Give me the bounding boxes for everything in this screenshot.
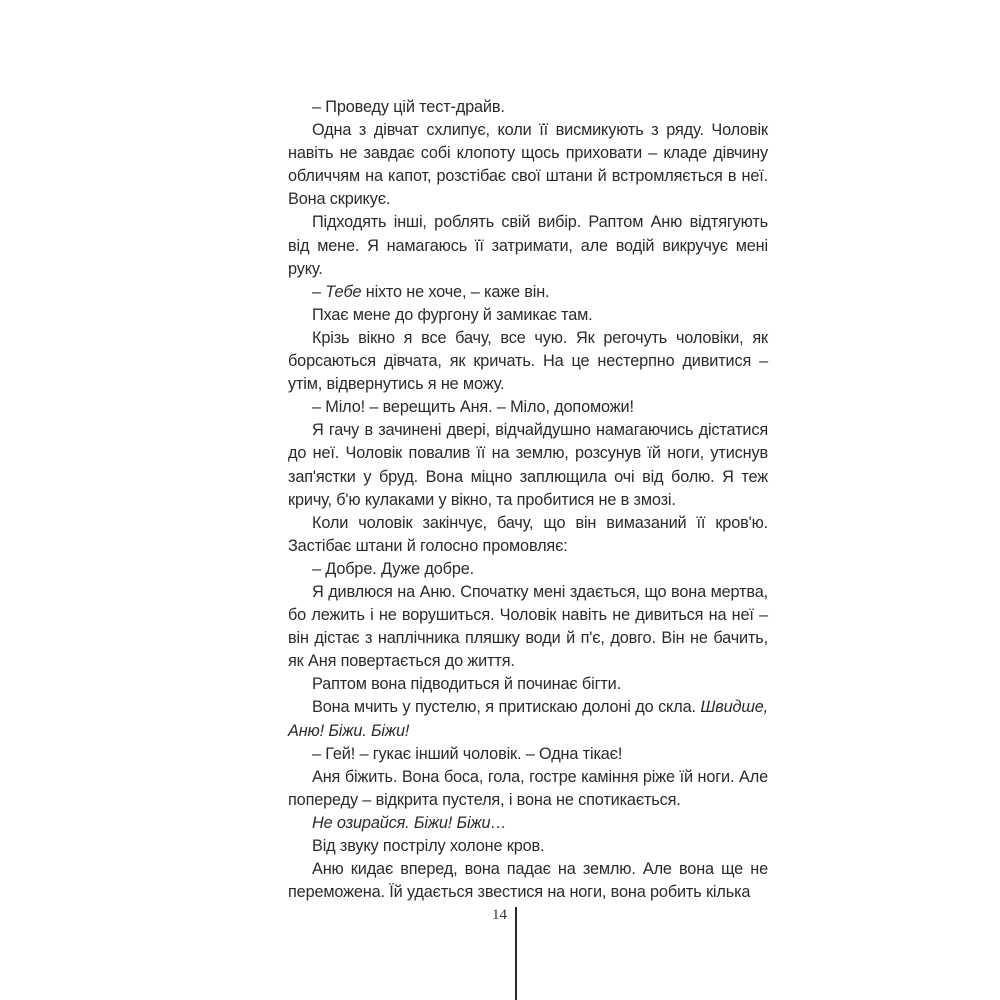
text-run: Коли чоловік закінчує, бачу, що він вимазаний її кров'ю. Застібає штани й голосно промовляє: bbox=[288, 513, 768, 555]
paragraph bbox=[288, 558, 768, 581]
text-run: Пхає мене до фургону й замикає там. bbox=[312, 305, 593, 324]
italic-text: Не озирайся. Біжи! Біжи… bbox=[312, 813, 507, 832]
text-run: – Гей! – гукає інший чоловік. – Одна тікає! bbox=[312, 744, 623, 763]
paragraph bbox=[288, 396, 768, 419]
page-body-text bbox=[288, 96, 768, 904]
paragraph bbox=[288, 281, 768, 304]
paragraph bbox=[288, 696, 768, 742]
paragraph bbox=[288, 419, 768, 511]
text-run: Одна з дівчат схлипує, коли її висмикують з ряду. Чоловік навіть не завдає собі клопоту щось приховати – кладе дівчину обличчям на капот, розстібає свої штани й встромляється в неї. Вона скрикує. bbox=[288, 121, 768, 209]
page-number: 14 bbox=[492, 907, 507, 923]
paragraph bbox=[288, 766, 768, 812]
text-run: – Міло! – верещить Аня. – Міло, допоможи! bbox=[312, 398, 634, 417]
text-run: – bbox=[312, 282, 326, 301]
text-run: Підходять інші, роблять свій вибір. Раптом Аню відтягують від мене. Я намагаюсь її затримати, але водій викручує мені руку. bbox=[288, 213, 768, 278]
paragraph bbox=[288, 743, 768, 766]
paragraph bbox=[288, 96, 768, 119]
paragraph bbox=[288, 304, 768, 327]
text-run: Раптом вона підводиться й починає бігти. bbox=[312, 675, 621, 694]
paragraph bbox=[288, 211, 768, 280]
text-run: Крізь вікно я все бачу, все чую. Як регочуть чоловіки, як борсаються дівчата, як кричать. На це нестерпно дивитися – утім, відвернутись я не можу. bbox=[288, 328, 768, 394]
paragraph bbox=[288, 512, 768, 558]
text-run: – Добре. Дуже добре. bbox=[312, 559, 475, 578]
text-run: ніхто не хоче, – каже він. bbox=[361, 282, 550, 301]
text-run: Від звуку пострілу холоне кров. bbox=[312, 837, 545, 855]
paragraph bbox=[288, 835, 768, 858]
text-run: Я дивлюся на Аню. Спочатку мені здається, що вона мертва, бо лежить і не ворушиться. Чоловік навіть не дивиться на неї – він дістає з наплічника пляшку води й п'є, довго. Він не бачить, як Аня повертається до життя. bbox=[288, 582, 768, 671]
text-run: Вона мчить у пустелю, я притискаю долоні до скла. bbox=[312, 698, 701, 717]
text-run: Я гачу в зачинені двері, відчайдушно намагаючись дістатися до неї. Чоловік повалив її на землю, розсунув їй ноги, утиснув зап'ястки у бруд. Вона міцно заплющила очі від болю. Я теж кричу, б'ю кулаками у вікно, та пробитися не в змозі. bbox=[288, 421, 768, 509]
italic-text: Тебе bbox=[325, 282, 362, 301]
text-run: Аня біжить. Вона боса, гола, гостре каміння ріже їй ноги. Але попереду – відкрита пустеля, і вона не спотикається. bbox=[288, 767, 768, 809]
page-number-rule bbox=[515, 907, 517, 1000]
text-run: – Проведу цій тест-драйв. bbox=[312, 98, 505, 116]
paragraph bbox=[288, 327, 768, 396]
paragraph bbox=[288, 858, 768, 904]
paragraph bbox=[288, 812, 768, 835]
text-run: Аню кидає вперед, вона падає на землю. Але вона ще не переможена. Їй удається звестися на ноги, вона робить кілька bbox=[288, 860, 768, 902]
paragraph bbox=[288, 673, 768, 696]
paragraph bbox=[288, 581, 768, 673]
italic-text: Швидше, Аню! Біжи. Біжи! bbox=[288, 698, 768, 740]
paragraph bbox=[288, 119, 768, 211]
